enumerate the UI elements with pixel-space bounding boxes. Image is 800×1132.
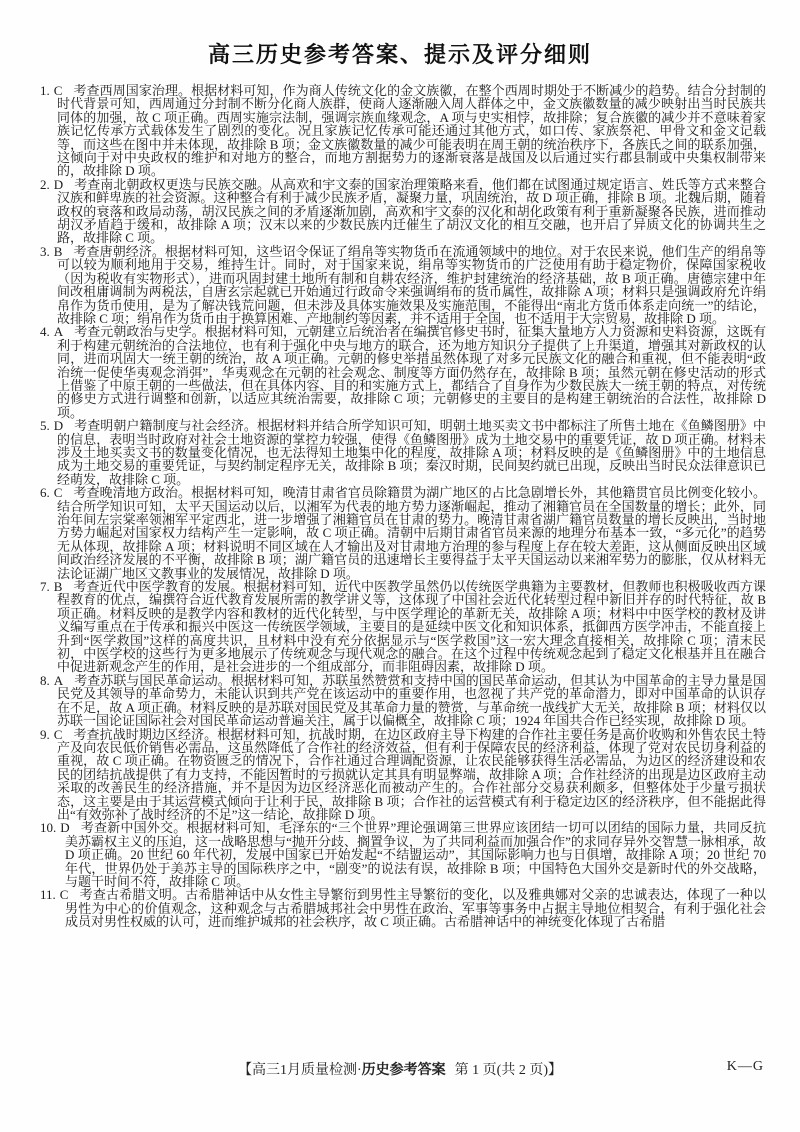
footer-page-info: 第 1 页(共 2 页)】 — [454, 1063, 562, 1078]
answer-letter: C — [59, 887, 69, 903]
answer-explanation: 考查近代中医学教育的发展。根据材料可知，近代中医教学虽然仍以传统医学典籍为主要教材，但教师也积极吸收西方课程教育的优点，编撰符合近代教育发展所需的教学讲义等，这体现了中国社会近代化转型过程中新旧并存的时代特征，故 B 项正确。材料反映的是教学内容和教材的近代化转型，与中医学理论的革新无关，故排除 A 项；材料中中医学校的教材及讲义编写重点在于传承和振兴中医这一传统医学领域，主要目的是延续中医文化和知识体系，抵御西方医学冲击，不能直接上升到“医学救国”这样的高度共识，且材料中没有充分依据显示与“医学救国”这一宏大理念直接相关，故排除 C 项；清末民初，中医学校的这些行为更多地展示了传统观念与现代观念的融合。在这个过程中传统观念起到了稳定文化根基并且在融合中促进新观念产生的作用，是社会进步的一个组成部分，而非阻碍因素，故排除 D 项。 — [57, 579, 766, 675]
answer-explanation: 考查苏联与国民革命运动。根据材料可知，苏联虽然赞赏和支持中国的国民革命运动，但其认为中国革命的主导力量是国民党及其领导的革命势力，未能认识到共产党在该运动中的重要作用，也忽视了共产党的革命潜力，即对中国革命的认识存在不足，故 A 项正确。材料反映的是苏联对国民党及其革命力量的赞赏，与革命统一战线扩大无关，故排除 B 项；材料仅以苏联一国论证国际社会对国民革命运动普遍关注，属于以偏概全，故排除 C 项；1924 年国共合作已经实现，故排除 D 项。 — [57, 672, 766, 729]
answer-item — [40, 580, 766, 674]
answer-number: 4. — [40, 324, 50, 340]
answer-letter: C — [53, 83, 63, 98]
page-footer — [0, 1059, 800, 1079]
answer-explanation: 考查抗战时期边区经济。根据材料可知，抗战时期，在边区政府主导下构建的合作社主要任务是高价收购和外售农民土特产及向农民低价销售必需品，这虽然降低了合作社的经济效益，但有利于保障农民的经济利益，体现了党对农民切身利益的重视，故 C 项正确。在物资匮乏的情况下，合作社通过合理调配资源，让农民能够获得生活必需品，为边区的经济建设和农民的团结抗战提供了有力支持，不能因暂时的亏损就认定其具有明显弊端，故排除 A 项；合作社经济的出现是边区政府主动采取的改善民生的经济措施，并不是因为边区经济恶化而被动产生的。合作社部分交易获利颇多，但整体处于少量亏损状态，这主要是由于其运营模式倾向于让利于民，故排除 B 项；合作社的运营模式有利于稳定边区的经济秩序，但不能据此得出“有效弥补了战时经济的不足”这一结论，故排除 D 项。 — [57, 726, 766, 822]
answers-list — [0, 69, 800, 929]
answer-number: 8. — [40, 672, 50, 688]
answer-number: 9. — [40, 726, 50, 742]
answer-item — [40, 419, 766, 486]
answer-letter: A — [53, 672, 64, 688]
answer-item — [40, 486, 766, 580]
answer-explanation: 考查新中国外交。根据材料可知，毛泽东的“三个世界”理论强调第三世界应该团结一切可以团结的国际力量，共同反抗美苏霸权主义的压迫，这一战略思想与“抛开分歧、搁置争议，为了共同利益而加强合作”的求同存异外交智慧一脉相承，故 D 项正确。20 世纪 60 年代初，发展中国家已开始发起“不结盟运动”，其国际影响力也与日俱增，故排除 A 项；20 世纪 70 年代，世界仍处于美苏主导的国际秩序之中，“剧变”的说法有误，故排除 B 项；中国特色大国外交是新时代的外交战略，与题干时间不符，故排除 C 项。 — [65, 820, 766, 889]
answer-number: 1. — [40, 83, 50, 98]
answer-explanation: 考查古希腊文明。古希腊神话中从女性主导繁衍到男性主导繁衍的变化，以及雅典娜对父亲的忠诚表达，体现了一种以男性为中心的价值观念，这种观念与古希腊城邦社会中男性在政治、军事等事务中占据主导地位相契合，有利于强化社会成员对男性权威的认可，进而维护城邦的社会秩序，故 C 项正确。古希腊神话中的神统变化体现了古希腊 — [65, 887, 766, 929]
answer-letter: A — [53, 324, 64, 340]
footer-doc-name: 历史参考答案 — [361, 1063, 446, 1078]
answer-item — [40, 674, 766, 728]
answer-letter: D — [60, 820, 70, 836]
answer-item — [40, 728, 766, 822]
footer-title — [238, 1063, 562, 1078]
answer-item — [40, 325, 766, 419]
answer-number: 5. — [40, 418, 50, 434]
answer-item — [40, 821, 766, 888]
answer-letter: C — [53, 485, 63, 501]
answer-letter: C — [53, 726, 63, 742]
answer-item — [40, 84, 766, 178]
answer-number: 6. — [40, 485, 50, 501]
answer-letter: B — [53, 243, 63, 259]
answer-explanation: 考查明朝户籍制度与社会经济。根据材料并结合所学知识可知，明朝土地买卖文书中都标注了所售土地在《鱼鳞图册》中的信息，表明当时政府对社会土地资源的掌控力较强，使得《鱼鳞图册》成为土地交易中的重要凭证，故 D 项正确。材料未涉及土地买卖文书的数量变化情况，也无法得知土地集中化的程度，故排除 A 项；材料反映的是《鱼鳞图册》中的土地信息成为土地交易的重要凭证，与契约制定程序无关，故排除 B 项；秦汉时期，民间契约就已出现，反映出当时民众法律意识已经萌发，故排除 C 项。 — [57, 418, 766, 487]
answer-letter: D — [53, 176, 64, 192]
page-title: 高三历史参考答案、提示及评分细则 — [207, 43, 592, 68]
answer-explanation: 考查唐朝经济。根据材料可知，这些诏令保证了绢帛等实物货币在流通领域中的地位。对于农民来说，他们生产的绢帛等可以较为顺利地用于交易，维持生计。同时，对于国家来说，绢帛等实物货币的广泛使用有助于稳定物价，保障国家税收（因为税收有实物形式），进而巩固封建土地所有制和自耕农经济，维护封建统治的经济基础，故 B 项正确。唐德宗建中年间改租庸调制为两税法，自唐玄宗起就已开始通过行政命令来强调绢布的货币属性，故排除 A 项；材料只是强调政府允许绢帛作为货币使用，是为了解决钱荒问题，但未涉及具体实施效果及实施范围，不能得出“南北方货币体系走向统一”的结论，故排除 C 项；绢帛作为货币由于换算困难、产地制约等因素，并不适用于全国，也不适用于大宗贸易，故排除 D 项。 — [57, 243, 766, 326]
answer-explanation: 考查南北朝政权更迭与民族交融。从高欢和宇文泰的国家治理策略来看，他们都在试图通过规定语言、姓氏等方式来整合汉族和鲜卑族的社会资源。这种整合有利于减少民族矛盾，凝聚力量，巩固统治，故 D 项正确，排除 B 项。北魏后期，随着政权的衰落和政局动荡，胡汉民族之间的矛盾逐渐加剧，高欢和宇文泰的汉化和胡化政策有利于重新凝聚各民族，进而推动胡汉矛盾趋于缓和，故排除 A 项；汉末以来的少数民族内迁催生了胡汉文化的相互交融，也开启了异质文化的协调共生之路，故排除 C 项。 — [57, 176, 766, 246]
answer-item — [40, 245, 766, 325]
answer-number: 10. — [40, 820, 57, 836]
footer-code: K—G — [726, 1059, 764, 1074]
answer-explanation: 考查西周国家治理。根据材料可知，作为商人传统文化的金文族徽，在整个西周时期处于不断减少的趋势。结合分封制的时代背景可知，西周通过分封制不断分化商人族群，使商人逐渐融入周人群体之中，金文族徽数量的减少映射出当时民族共同体的加强，故 C 项正确。西周实施宗法制，强调宗族血缘观念，A 项与史实相悖，故排除；复合族徽的减少并不意味着家族记忆传承方式载体发生了剧烈的变化。况且家族记忆传承可能还通过其他方式，如口传、家族祭祀、甲骨文和金文记载等，而这些在图中并未体现，故排除 B 项；金文族徽数量的减少可能表明在周王朝的统治秩序下，各族氏之间的联系加强，这倾向于对中央政权的维护和对地方的整合，而地方割据势力的逐渐衰落是战国及以后通过实行郡县制或中央集权制带来的，故排除 D 项。 — [57, 83, 766, 179]
answer-letter: D — [53, 418, 64, 434]
answer-letter: B — [53, 579, 63, 595]
answer-number: 7. — [40, 579, 50, 595]
answer-explanation: 考查元朝政治与史学。根据材料可知，元朝建立后统治者在编撰官修史书时，征集大量地方人力资源和史料资源，这既有利于构建元朝统治的合法地位，也有利于强化中央与地方的联合，还为地方知识分子提供了上升渠道，增强其对新政权的认同，进而巩固大一统王朝的统治，故 A 项正确。元朝的修史举措虽然体现了对多元民族文化的融合和重视，但不能表明“政治统一促使华夷观念消弭”，华夷观念在元朝的社会观念、制度等方面仍然存在，故排除 B 项；虽然元朝在修史活动的形式上借鉴了中原王朝的一些做法，但在具体内容、目的和实施方式上，都结合了自身作为少数民族大一统王朝的特点，对传统的修史方式进行调整和创新，以适应其统治需要，故排除 C 项；元朝修史的主要目的是构建王朝统治的合法性，故排除 D 项。 — [57, 324, 766, 420]
answer-item — [40, 888, 766, 928]
answer-number: 2. — [40, 176, 50, 192]
answer-number: 11. — [40, 887, 56, 903]
answer-explanation: 考查晚清地方政治。根据材料可知，晚清甘肃省官员除籍贯为湖广地区的占比急剧增长外，其他籍贯官员比例变化较小。结合所学知识可知，太平天国运动以后，以湘军为代表的地方势力逐渐崛起，推动了湘籍官员在全国数量的增长；此外，同治年间左宗棠率领湘军平定西北，进一步增强了湘籍官员在甘肃的势力。晚清甘肃省湖广籍官员数量的增长反映出，当时地方势力崛起对国家权力结构产生一定影响，故 C 项正确。清朝中后期甘肃省官员来源的地理分布基本一致，“多元化”的趋势无从体现，故排除 A 项；材料说明不同区域在人才输出及对甘肃地方治理的参与程度上存在较大差距，这从侧面反映出区域间政治经济发展的不平衡，故排除 B 项；湖广籍官员的迅速增长主要得益于太平天国运动以来湘军势力的膨胀，仅从材料无法论证湖广地区文教事业的发展情况，故排除 D 项。 — [57, 485, 766, 581]
answer-number: 3. — [40, 243, 50, 259]
answer-item — [40, 178, 766, 245]
footer-prefix: 【高三1月质量检测· — [238, 1063, 362, 1078]
